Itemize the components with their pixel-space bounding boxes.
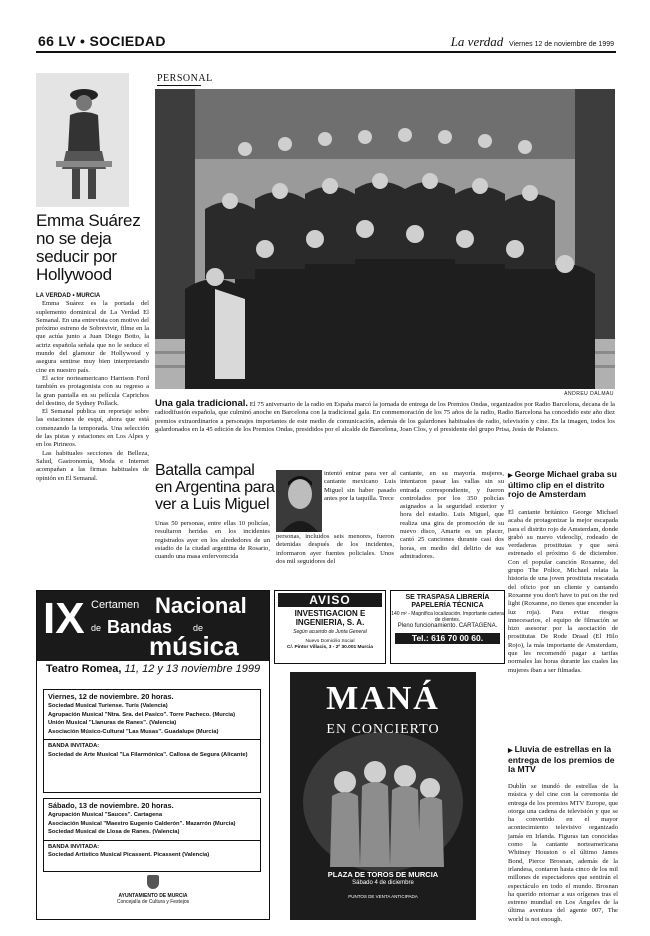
emma-dateline: LA VERDAD • MURCIA <box>36 293 101 299</box>
george-michael-headline-text: George Michael graba su último clip en el distrito rojo de Amsterdam <box>508 469 617 499</box>
mana-fine-print: PUNTOS DE VENTA ANTICIPADA <box>348 894 418 899</box>
aviso-ad <box>274 590 386 664</box>
batalla-column-1: Unas 50 personas, entre ellas 10 policías, resultaron heridas en los incidentes registrados ayer en los alrededores de un estadio de la ciudad argentina de Rosario, cuando una masa enfervorecida <box>155 520 270 561</box>
certamen-bandas-ad <box>36 590 270 920</box>
coat-of-arms-icon <box>147 875 159 889</box>
certamen-musica: música <box>149 631 239 661</box>
certamen-guest-label: BANDA INVITADA: <box>48 743 100 750</box>
certamen-band: Asociación Musical "Maestro Eugenio Calderón". Mazarrón (Murcia) <box>48 820 236 827</box>
certamen-band: Agrupación Musical "Ntra. Sra. del Pasico". Torre Pacheco. (Murcia) <box>48 711 236 718</box>
certamen-separator <box>44 840 260 841</box>
gala-caption <box>155 400 615 434</box>
certamen-band: Agrupación Musical "Sauces". Cartagena <box>48 812 163 818</box>
sponsor-name: AYUNTAMIENTO DE MURCIA <box>118 893 188 899</box>
certamen-guest-band: Sociedad Artístico Musical Picassent. Picassent (Valencia) <box>48 852 210 859</box>
page-number: 66 <box>38 33 55 49</box>
batalla-column-2-continued: personas, incluidos seis menores, fueron detenidas después de los incidentes, informaron ayer fuentes policiales. Unos dos mil seguidores del <box>276 533 394 565</box>
certamen-day-1: Viernes, 12 de noviembre. 20 horas. <box>48 692 174 701</box>
george-michael-body <box>508 509 618 675</box>
certamen-bandas: Bandas <box>107 617 173 637</box>
batalla-column-2: intentó entrar para ver al cantante mexicano Luis Miguel sin haber pasado antes por la taquilla. Trece <box>324 470 396 502</box>
certamen-separator <box>44 739 260 740</box>
premios-ondas-group-photo <box>155 89 615 389</box>
certamen-edition: IX <box>43 594 85 643</box>
mana-venue: PLAZA DE TOROS DE MURCIA <box>327 870 439 879</box>
emma-article-body <box>36 292 149 483</box>
certamen-day-2: Sábado, 13 de noviembre. 20 horas. <box>48 801 174 810</box>
certamen-band: Sociedad Musical de Llosa de Ranes. (Valencia) <box>48 829 180 836</box>
mtv-headline <box>508 745 618 774</box>
sponsor-subtitle: Concejalía de Cultura y Festejos <box>116 899 190 905</box>
mana-title: MANÁ <box>326 680 440 717</box>
emma-paragraph: Las habituales secciones de Belleza, Salud, Gastronomía, Moda e Internet acompañan a las firmas habituales de opinión en El Semanal. <box>36 449 149 482</box>
certamen-banner <box>37 591 269 661</box>
newspaper-brand: La verdad <box>450 34 504 49</box>
batalla-column-3: cantante, en su mayoría mujeres, intentaron pasar las vallas sin su entrada correspondiente, y fueron controlados por los 350 policías asignados a la seguridad exterior y hora del estadio. Luis Miguel, que realiza una gira de promoción de su nuevo disco, Amarte es un placer, cantó 25 canciones durante casi dos horas, en medio del delirio de sus admiradores. <box>400 470 504 560</box>
emma-suarez-photo <box>36 73 129 207</box>
emma-headline: Emma Suárez no se deja seducir por Hollywood <box>36 211 141 284</box>
mtv-body <box>508 783 618 924</box>
bullet: • <box>80 33 86 49</box>
page-header-right <box>451 34 614 50</box>
bullet-triangle-icon: ▶ <box>508 748 513 754</box>
header-rule <box>36 51 616 53</box>
libreria-ad <box>390 590 505 664</box>
libreria-line-4: Pleno funcionamiento. CARTAGENA. <box>397 623 498 629</box>
bullet-triangle-icon: ▶ <box>508 473 513 479</box>
certamen-band: Unión Musical "Llanuras de Ranes". (Valencia) <box>48 720 177 727</box>
certamen-guest-label: BANDA INVITADA: <box>48 843 100 850</box>
page-header-left <box>38 33 166 49</box>
issue-date: Viernes 12 de noviembre de 1999 <box>509 41 614 48</box>
libreria-line-2: PAPELERÍA TÉCNICA <box>411 602 484 609</box>
mtv-paragraph: Dublín se inundó de estrellas de la música y del cine con la ceremonia de entrega de los premios MTV Europe, que otorga una cadena de televisión y que se ha convertido en el mayor acontecimiento televisivo organizado jamás en Irlanda. Figuras tan conocidas como la cantante norteamericana Whitney Houston o el último James Bond, Pierce Brosnan, además de la irlandesa, contaron hasta cinco de los mil millones de espectadores que sentirán el espectáculo en todo el mundo. Brosnan ha querido retornar a sus orígenes tras el estreno mundial en Los Ángeles de la última aventura del agente 007, The world is not enough. <box>508 783 618 923</box>
emma-paragraph: Emma Suárez es la portada del suplemento dominical de La Verdad El Semanal. En una entrevista con motivo del próximo estreno de Sobrevivir, filme en la que actúa junto a Juan Diego Botto, la actriz española señala que no le seduce el mundo del glamour de Hollywood y asegura sentirse muy bien interpretando cine en nuestro país. <box>36 300 149 374</box>
certamen-nacional: Nacional <box>155 593 247 618</box>
mana-concert-ad <box>290 672 476 920</box>
certamen-word: Certamen <box>91 599 140 611</box>
certamen-day-1-box <box>43 689 261 793</box>
aviso-title: AVISO <box>278 593 382 607</box>
george-michael-paragraph: El cantante británico George Michael acaba de protagonizar la mejor escapada para el distrito rojo de Amsterdam, donde grabó su nuevo videoclip, rodeado de verdaderas prostitutas y que será estrenado el próximo 6 de diciembre. Con el popular canción Roxanne, del grupo The Police, Michael relata la historia de una joven prostituta rescatada del oficio por un cliente y cantando Roxanne you don't have to put on the red light (Roxanne, no tienes que encender la luz roja). Para evitar riesgos innecesarios, el equipo de filmación se hizo asesorar por la asociación de prostitutas De Rode Draad (El Hilo Rojo), la más importante de Amsterdam, que les recomendó pagar a tarifas normales las horas durante las cuales las mujeres iban a ser filmadas. <box>508 509 618 674</box>
mana-date: Sábado 4 de diciembre <box>352 880 414 886</box>
section-name: SOCIEDAD <box>89 33 166 49</box>
batalla-headline: Batalla campal en Argentina para ver a Luis Miguel <box>155 462 275 513</box>
certamen-de: de <box>91 623 102 633</box>
emma-paragraph: El actor norteamericano Harrison Ford también es protagonista con su regreso a la gran pantalla en su película Caprichos del destino, de Sydney Pollack. <box>36 374 149 407</box>
aviso-footer <box>275 639 385 651</box>
mana-subtitle: EN CONCIERTO <box>326 722 440 737</box>
gala-caption-text: El 75 aniversario de la radio en España marcó la jornada de entrega de los Premios Ondas, organizados por Radio Barcelona, decana de la radiodifusión española, que culminó anoche en Barcelona con la tradicional gala. En conmemoración de los 75 años de la radio, Radio Barcelona ha concedido este año diez premios extraordinarios a personajes importantes de este medio de comunicación, además de los galardones habituales de radio, televisión y cine. En la imagen, todos los galardonados en la 45 edición de los Premios Ondas, presididos por el alcalde de Barcelona, Joan Clos, y el presidente del grupo Prisa, Jesús de Polanco. <box>155 401 615 433</box>
luis-miguel-photo <box>276 470 322 532</box>
george-michael-headline <box>508 470 618 499</box>
certamen-dates: 11, 12 y 13 noviembre 1999 <box>124 663 261 675</box>
gala-caption-kicker: Una gala tradicional. <box>155 398 249 409</box>
section-label: PERSONAL <box>157 73 213 84</box>
certamen-de-2: de <box>193 623 204 633</box>
certamen-day-2-box <box>43 798 261 872</box>
aviso-subtitle: Según acuerdo de Junta General <box>293 629 367 635</box>
aviso-note: Nuevo Domicilio Social <box>305 639 355 644</box>
certamen-venue-line <box>37 663 269 675</box>
mtv-headline-text: Lluvia de estrellas en la entrega de los premios de la MTV <box>508 744 615 774</box>
certamen-band: Sociedad Musical Turiense. Turís (Valencia) <box>48 703 168 709</box>
aviso-company: INVESTIGACION E INGENIERIA, S. A. <box>294 609 366 627</box>
certamen-venue: Teatro Romea, <box>45 663 122 675</box>
certamen-band: Asociación Músico-Cultural "Las Musas". Guadalupe (Murcia) <box>48 728 219 735</box>
certamen-guest-band: Sociedad de Arte Musical "La Filarmónica". Callosa de Segura (Alicante) <box>48 751 248 758</box>
emma-paragraph: El Semanal publica un reportaje sobre las estaciones de esquí, ahora que está comenzando la temporada. Una selección de las pistas y estaciones en Los Alpes y en los Pirineos. <box>36 408 149 449</box>
libreria-line-1: SE TRASPASA LIBRERÍA <box>405 594 490 601</box>
photo-credit: ANDREU DALMAU <box>564 391 614 397</box>
paper-short: LV <box>58 33 76 49</box>
libreria-line-3: 140 m² - Magnífica localización. Importante cartera de clientes. <box>391 611 504 623</box>
ayuntamiento-seal <box>37 875 269 905</box>
aviso-address: C/. Pintor Villacis, 3 - 2º 30.001 Murcia <box>287 645 373 650</box>
libreria-phone: Tel.: 616 70 00 60. <box>395 633 500 644</box>
